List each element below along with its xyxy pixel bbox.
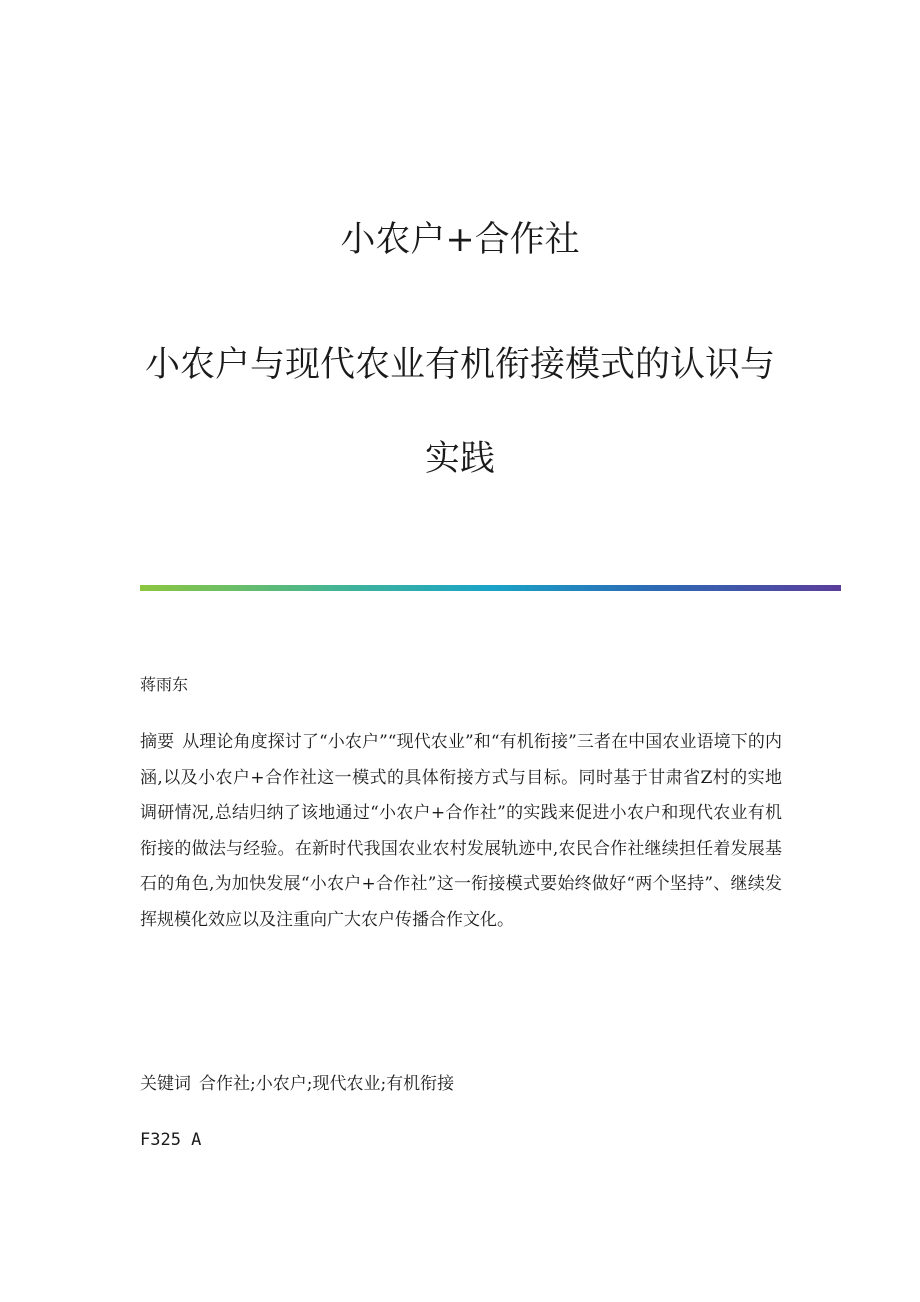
- abstract-label: 摘要: [140, 732, 175, 752]
- gradient-divider: [140, 585, 841, 591]
- document-subtitle: 小农户与现代农业有机衔接模式的认识与实践: [144, 345, 775, 479]
- abstract-text: 从理论角度探讨了“小农户”“现代农业”和“有机衔接”三者在中国农业语境下的内涵,以及小农户+合作社这一模式的具体衔接方式与目标。同时基于甘肃省Z村的实地调研情况,总结归纳了该地通过“小农户+合作社”的实践来促进小农户和现代农业有机衔接的做法与经验。在新时代我国农业农村发展轨迹中,农民合作社继续担任着发展基石的角色,为加快发展“小农户+合作社”这一衔接模式要始终做好“两个坚持”、继续发挥规模化效应以及注重向广大农户传播合作文化。: [140, 732, 782, 930]
- document-title: 小农户+合作社: [340, 220, 580, 260]
- keywords-label: 关键词: [140, 1074, 191, 1094]
- keywords-line: [140, 1071, 454, 1097]
- author-name: 蒋雨东: [140, 675, 189, 694]
- keywords-text: 合作社;小农户;现代农业;有机衔接: [199, 1074, 455, 1094]
- abstract-paragraph: [140, 725, 782, 938]
- classification-code: F325 A: [140, 1130, 202, 1150]
